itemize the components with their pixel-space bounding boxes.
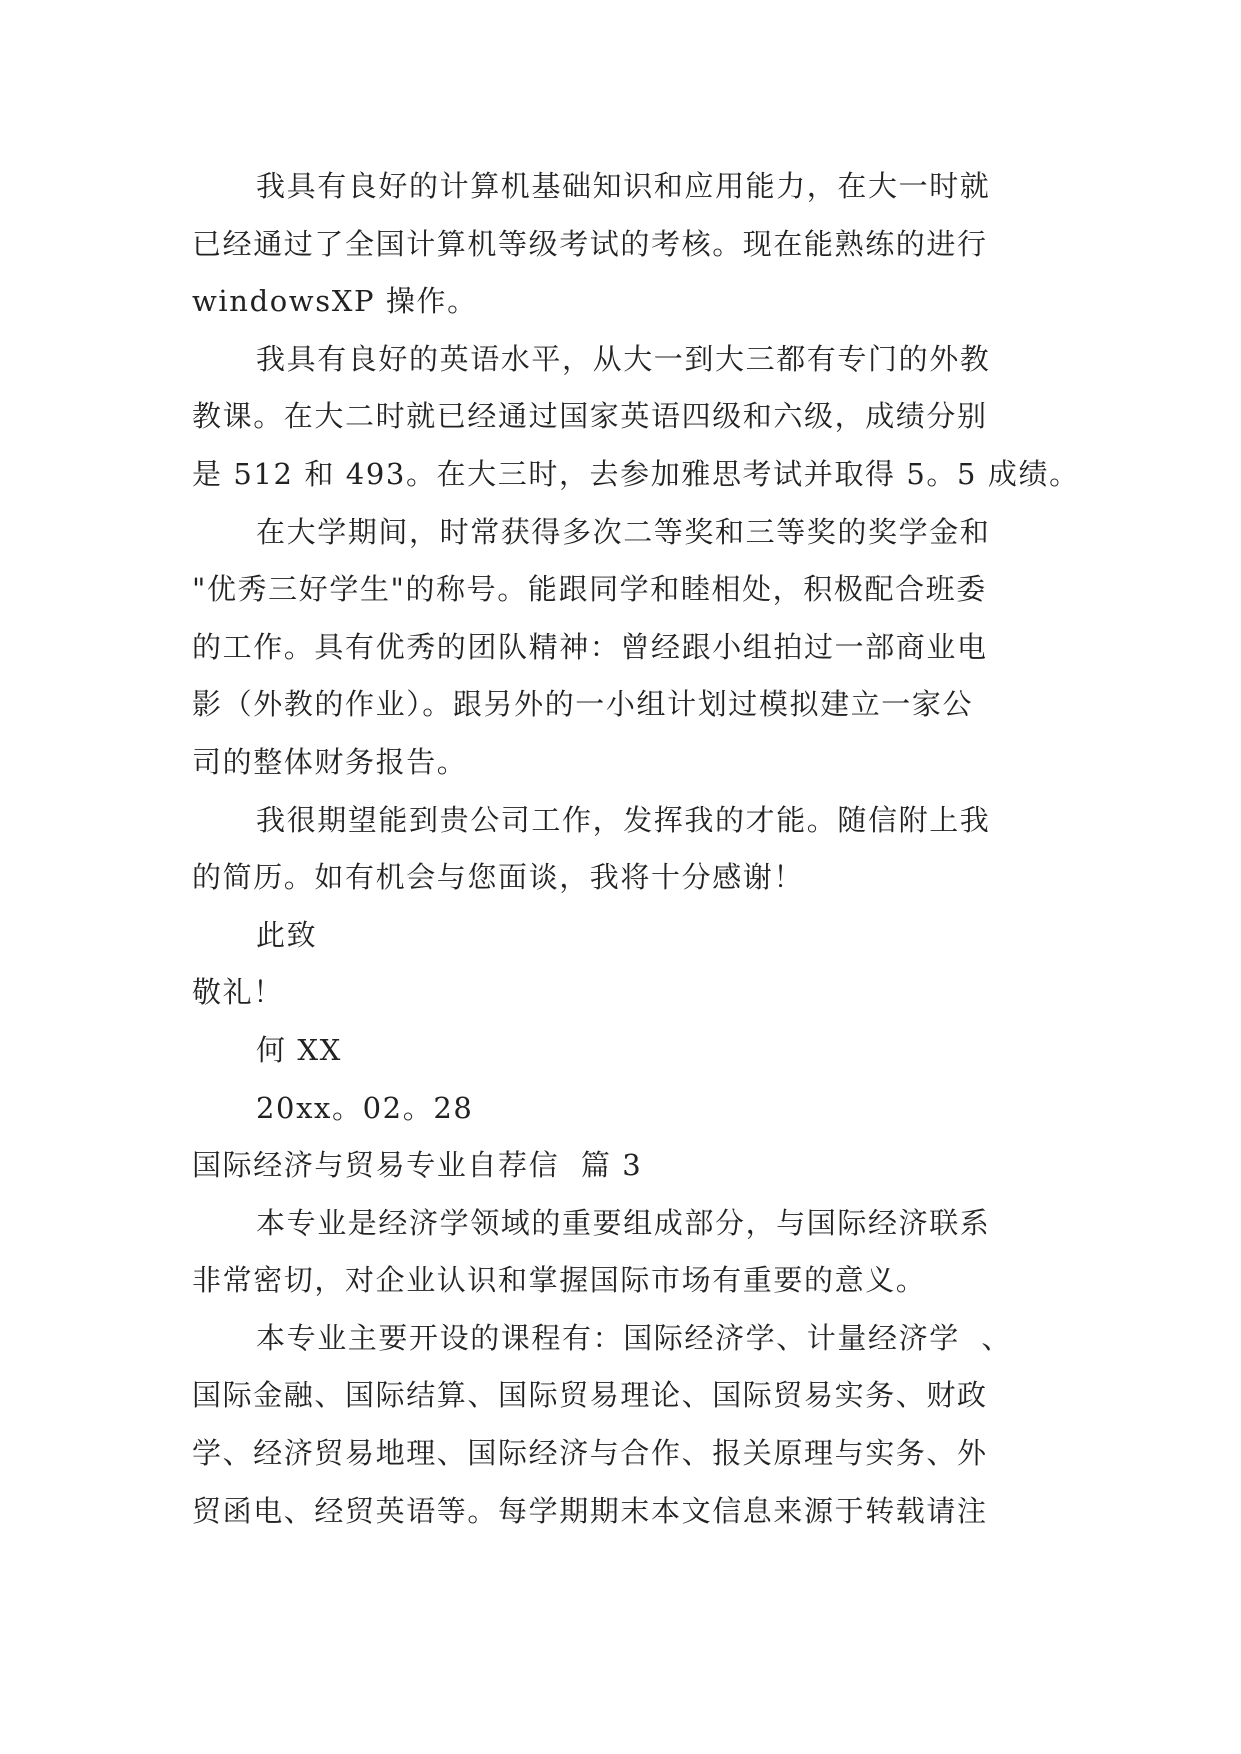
- text-line: 司的整体财务报告。: [192, 744, 468, 779]
- text-line: 已经通过了全国计算机等级考试的考核。现在能熟练的进行: [192, 226, 988, 261]
- text-line: 我很期望能到贵公司工作，发挥我的才能。随信附上我: [256, 802, 991, 837]
- text-line: 此致: [256, 917, 318, 952]
- paragraph-english-skills: [192, 331, 1080, 504]
- paragraph-university-awards: [192, 504, 1052, 792]
- text-line: 国际金融、国际结算、国际贸易理论、国际贸易实务、财政: [192, 1378, 988, 1413]
- text-line: 敬礼！: [192, 975, 284, 1010]
- text-line: 是 512 和 493。在大三时，去参加雅思考试并取得 5。5 成绩。: [192, 456, 1080, 491]
- text-line: 贸函电、经贸英语等。每学期期末本文信息来源于转载请注: [192, 1493, 988, 1528]
- text-line: 学、经济贸易地理、国际经济与合作、报关原理与实务、外: [192, 1436, 988, 1471]
- text-line: 20xx。02。28: [256, 1090, 474, 1125]
- text-line: 我具有良好的计算机基础知识和应用能力，在大一时就: [256, 169, 991, 203]
- paragraph-major-intro: [192, 1195, 1052, 1310]
- text-line: 教课。在大二时就已经通过国家英语四级和六级，成绩分别: [192, 399, 988, 434]
- text-line: 本专业主要开设的课程有：国际经济学、计量经济学 、: [256, 1320, 1013, 1355]
- text-line: 本专业是经济学领域的重要组成部分，与国际经济联系: [256, 1205, 991, 1240]
- letter-date: [192, 1080, 1052, 1138]
- paragraph-computer-skills: [192, 158, 1052, 331]
- text-line: 影（外教的作业）。跟另外的一小组计划过模拟建立一家公: [192, 687, 974, 722]
- document-body: [192, 158, 1080, 1540]
- text-line: 非常密切，对企业认识和掌握国际市场有重要的意义。: [192, 1263, 927, 1298]
- text-line: 我具有良好的英语水平，从大一到大三都有专门的外教: [256, 341, 991, 376]
- text-line: 何 XX: [256, 1032, 342, 1067]
- signature: [192, 1022, 1052, 1080]
- salutation: [192, 964, 1052, 1022]
- paragraph-closing-request: [192, 792, 1052, 907]
- text-line: 的工作。具有优秀的团队精神：曾经跟小组拍过一部商业电: [192, 629, 988, 664]
- paragraph-courses: [192, 1310, 1052, 1540]
- text-line: "优秀三好学生"的称号。能跟同学和睦相处，积极配合班委: [192, 572, 987, 607]
- section-heading: [192, 1137, 1052, 1195]
- text-line: windowsXP 操作。: [192, 284, 478, 319]
- closing-phrase: [192, 907, 1052, 965]
- text-line: 在大学期间，时常获得多次二等奖和三等奖的奖学金和: [256, 514, 991, 549]
- text-line: 国际经济与贸易专业自荐信 篇 3: [192, 1148, 643, 1183]
- text-line: 的简历。如有机会与您面谈，我将十分感谢！: [192, 860, 805, 895]
